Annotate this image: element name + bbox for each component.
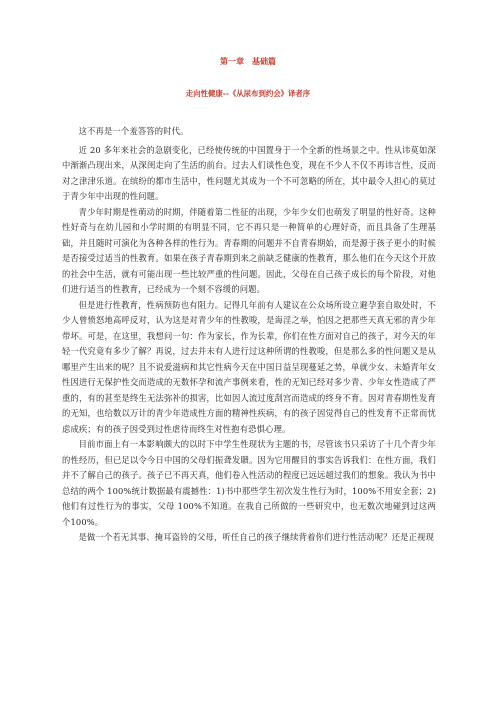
paragraph-4: 但是进行性教育，性病预防也有阻力。记得几年前有人建议在公众场所设立避孕套自取处时，不少人曾愤怒地高呼反对，认为这是对青少年的性教唆，是诲淫之举，怕因之把那些天真无邪的青少年带坏。可是，在这里，我想问一句：作为家长，作为长辈，你们在性方面对自己的孩子，对今天的年轻一代究竟有多少了解？再说，过去并未有人进行过这种所谓的性教唆，但是那么多的性问题又是从哪里产生出来的呢？且不说爱滋病和其它性病今天在中国日益呈现蔓延之势，单就少女、未婚青年女性因进行无保护性交而造成的无数怀孕和流产事例来看，性的无知已经对多少青、少年女性造成了严重的，有的甚至是终生无法弥补的损害，比如因人流过度刮宫而造成的终身不育。因对青春期性发育的无知，也给数以万计的青少年造成性方面的精神性疾病，有的孩子因觉得自己的性发育不正常而忧虑成疾；有的孩子因受到过性虐待而终生对性抱有恐惧心理。 [62, 299, 436, 434]
paragraph-5: 目前市面上有一本影响颇大的以时下中学生性现状为主题的书，尽管该书只采访了十几个青少年的性经历，但已足以令今日中国的父母们振聋发聩。因为它用醒目的事实告诉我们：在性方面，我们并不了解自己的孩子。孩子已不再天真，他们卷入性活动的程度已远远超过我们的想象。我认为书中总结的两个 100%统计数据最有震撼性：1)书中那些学生初次发生性行为时，100%不用安全套；2)他们有过性行为的事实，父母 100%不知道。在我自己所做的一些研究中，也无数次地碰到过这两个100%。 [62, 439, 436, 527]
section-title: 走向性健康--《从尿布到约会》译者序 [185, 89, 311, 98]
document-body [62, 124, 436, 546]
paragraph-1: 这不再是一个羞答答的时代。 [78, 126, 189, 136]
paragraph-3: 青少年时期是性萌动的时期，伴随着第二性征的出现，少年少女们也萌发了明显的性好奇。这种性好奇与在幼儿园和小学时期的有明显不同，它不再只是一种简单的心理好奇，而且具备了生理基础，并且随时可演化为各种各样的性行为。青春期的问题并不自青春期始，而是源于孩子更小的时候是否接受过适当的性教育。如果在孩子青春期到来之前缺乏健康的性教育，那么他们在今天这个开放的社会中生活，就有可能出现一些比较严重的性问题。因此，父母在自己孩子成长的每个阶段，对他们进行适当的性教育，已经成为一个刻不容缓的问题。 [62, 206, 436, 294]
chapter-title: 第一章 基础篇 [220, 56, 276, 66]
paragraph-2: 近 20 多年来社会的急剧变化，已经使传统的中国置身于一个全新的性场景之中。性从讳莫如深中渐渐凸现出来，从深闺走向了生活的前台。过去人们谈性色变，现在不少人不仅不再讳言性，反而对之津津乐道。在缤纷的都市生活中，性问题尤其成为一个不可忽略的所在，其中最令人担心的莫过于青少年中出现的性问题。 [62, 144, 436, 201]
paragraph-6: 是做一个若无其事、掩耳盗铃的父母，听任自己的孩子继续背着你们进行性活动呢？还是正视现 [78, 532, 435, 542]
